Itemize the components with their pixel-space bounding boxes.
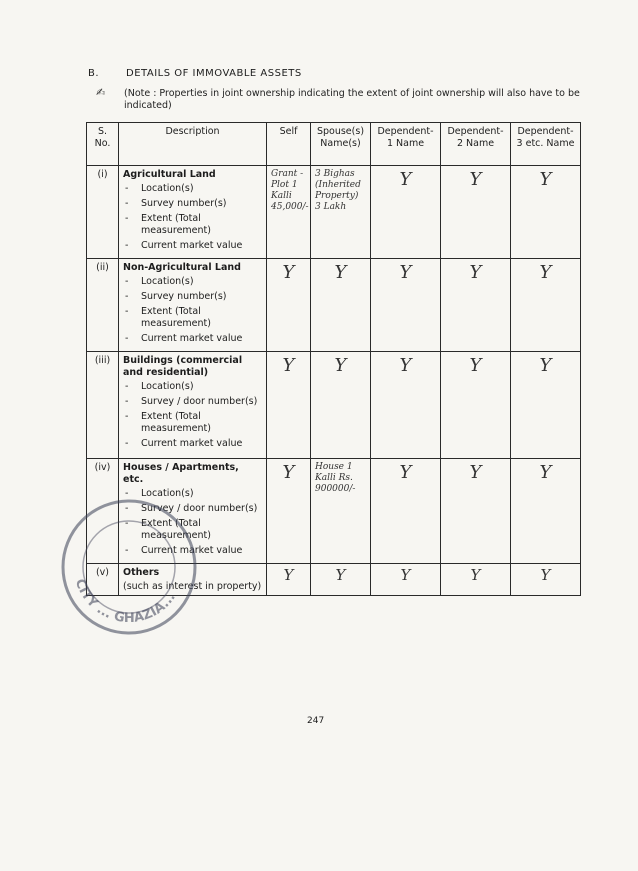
row-description [119,166,267,259]
cell-dependent-2: Y [441,259,511,352]
row-item: - Extent (Total measurement) [123,411,262,435]
cell-self: Y [267,459,311,564]
row-sno: (iii) [87,352,119,459]
table-row [87,352,581,459]
row-items [123,488,262,557]
row-item: - Survey / door number(s) [123,503,262,515]
table-row [87,259,581,352]
cell-dependent-2: Y [441,352,511,459]
header-dependent-3: Dependent-3 etc. Name [511,123,581,166]
table-row [87,166,581,259]
row-item: - Survey number(s) [123,198,262,210]
row-items [123,183,262,252]
svg-text:CITY ... GHAZIA...: CITY ... GHAZIA... [71,577,179,627]
cell-spouse: 3 Bighas (Inherited Property) 3 Lakh [311,166,371,259]
row-item: - Survey / door number(s) [123,396,262,408]
row-description [119,459,267,564]
section-note: (Note : Properties in joint ownership indicating the extent of joint ownership will also have to be indicated) [124,88,580,111]
row-sno: (iv) [87,459,119,564]
cell-dependent-1: Y [371,259,441,352]
header-self: Self [267,123,311,166]
cell-dependent-2: Y [441,564,511,596]
header-spouse: Spouse(s) Name(s) [311,123,371,166]
row-item: - Extent (Total measurement) [123,518,262,542]
row-item: - Current market value [123,545,262,557]
row-sno: (i) [87,166,119,259]
row-item: - Extent (Total measurement) [123,306,262,330]
table-header-row [87,123,581,166]
cell-dependent-1: Y [371,459,441,564]
cell-self: Y [267,564,311,596]
row-description [119,259,267,352]
cell-dependent-3: Y [511,352,581,459]
header-description: Description [119,123,267,166]
cell-dependent-3: Y [511,259,581,352]
row-title: Non-Agricultural Land [123,262,241,273]
immovable-assets-table [86,122,581,596]
row-item: - Location(s) [123,276,262,288]
section-title: DETAILS OF IMMOVABLE ASSETS [126,68,302,79]
row-item: - Extent (Total measurement) [123,213,262,237]
cell-dependent-3: Y [511,459,581,564]
cell-dependent-1: Y [371,564,441,596]
row-title: Buildings (commercial and residential) [123,355,243,378]
handwritten-mark-icon: ✍ [96,86,106,99]
cell-self: Grant - Plot 1 Kalli 45,000/- [267,166,311,259]
cell-self: Y [267,352,311,459]
cell-dependent-2: Y [441,459,511,564]
page-number: 247 [307,716,325,726]
row-title: Others [123,567,160,578]
section-heading [88,68,302,79]
section-number: B. [88,68,100,79]
row-title: Houses / Apartments, etc. [123,462,239,485]
row-item: - Location(s) [123,488,262,500]
cell-spouse: Y [311,564,371,596]
row-sno: (v) [87,564,119,596]
row-sno: (ii) [87,259,119,352]
cell-dependent-1: Y [371,166,441,259]
cell-dependent-2: Y [441,166,511,259]
cell-spouse: House 1 Kalli Rs. 900000/- [311,459,371,564]
header-dependent-1: Dependent-1 Name [371,123,441,166]
cell-spouse: Y [311,352,371,459]
cell-dependent-3: Y [511,166,581,259]
row-item: - Current market value [123,333,262,345]
table-row [87,564,581,596]
row-title: Agricultural Land [123,169,216,180]
table-row [87,459,581,564]
row-item: - Current market value [123,240,262,252]
row-item: - Location(s) [123,381,262,393]
row-items [123,381,262,450]
cell-dependent-3: Y [511,564,581,596]
header-sno: S. No. [87,123,119,166]
header-dependent-2: Dependent-2 Name [441,123,511,166]
row-subtitle: (such as interest in property) [123,581,262,592]
cell-dependent-1: Y [371,352,441,459]
row-item: - Survey number(s) [123,291,262,303]
row-description [119,352,267,459]
cell-self: Y [267,259,311,352]
row-item: - Current market value [123,438,262,450]
cell-spouse: Y [311,259,371,352]
row-item: - Location(s) [123,183,262,195]
row-description [119,564,267,596]
row-items [123,276,262,345]
